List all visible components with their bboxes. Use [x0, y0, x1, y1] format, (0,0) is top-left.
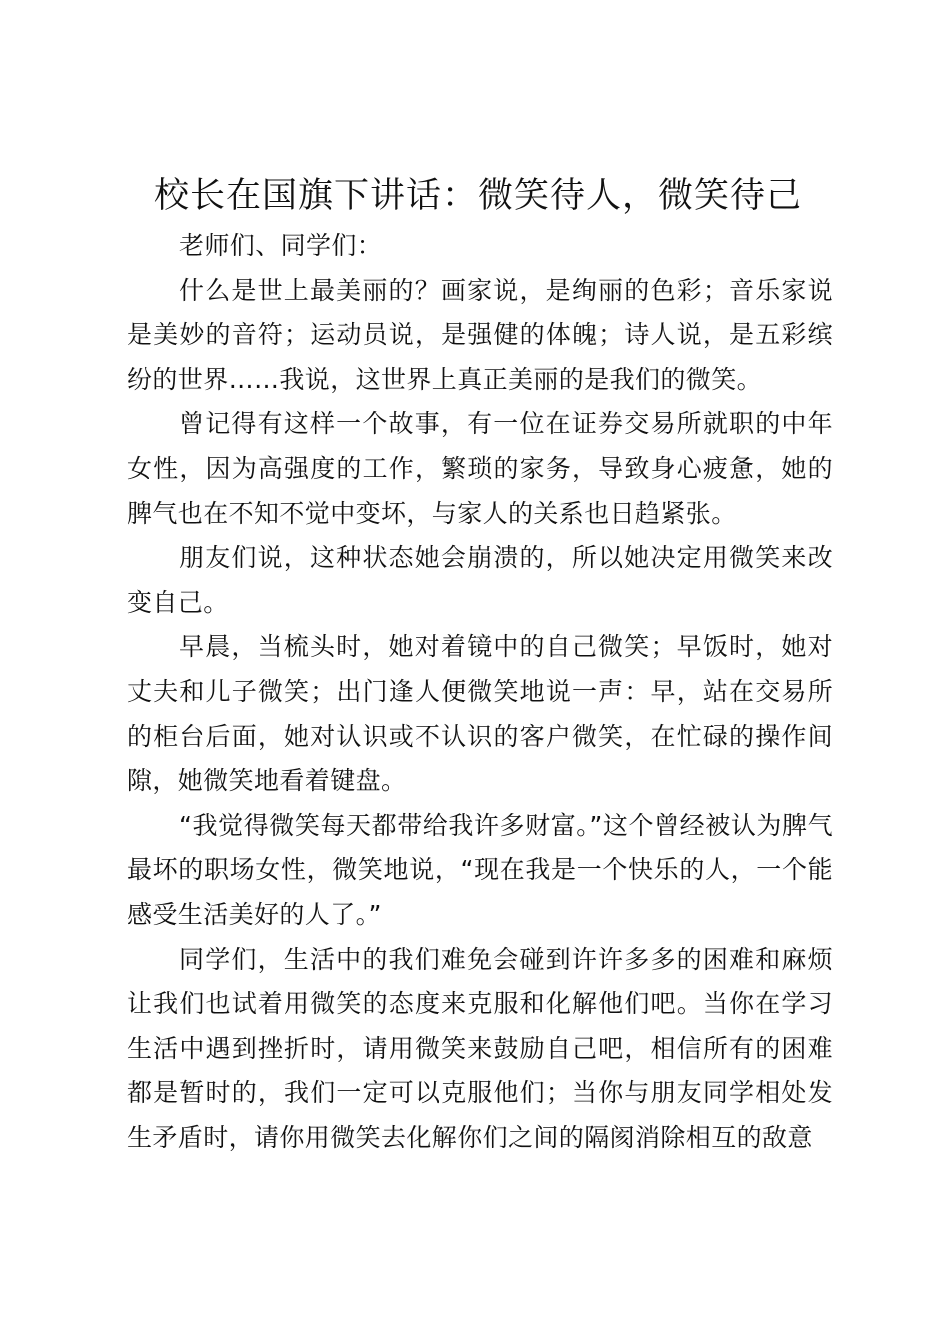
document-title: 校长在国旗下讲话：微笑待人，微笑待己 — [153, 176, 802, 216]
paragraph: 同学们，生活中的我们难免会碰到许许多多的困难和麻烦让我们也试着用微笑的态度来克服和化解他们吧。当你在学习生活中遇到挫折时，请用微笑来鼓励自己吧，相信所有的困难都是暂时的，我们一定可以克服他们；当你与朋友同学相处发生矛盾时，请你用微笑去化解你们之间的隔阂消除相互的敌意 — [127, 944, 833, 1152]
paragraph-greeting: 老师们、同学们： — [179, 231, 383, 260]
paragraph: 什么是世上最美丽的？画家说，是绚丽的色彩；音乐家说是美妙的音符；运动员说，是强健的体魄；诗人说，是五彩缤纷的世界……我说，这世界上真正美丽的是我们的微笑。 — [127, 275, 833, 394]
document-body — [127, 224, 833, 1160]
paragraph-quote: “我觉得微笑每天都带给我许多财富。”这个曾经被认为脾气最坏的职场女性，微笑地说，“现在我是一个快乐的人，一个能感受生活美好的人了。” — [127, 810, 833, 929]
paragraph: 朋友们说，这种状态她会崩溃的，所以她决定用微笑来改变自己。 — [127, 543, 833, 617]
paragraph: 曾记得有这样一个故事，有一位在证券交易所就职的中年女性，因为高强度的工作，繁琐的家务，导致身心疲惫，她的脾气也在不知不觉中变坏，与家人的关系也日趋紧张。 — [127, 409, 833, 528]
paragraph: 早晨，当梳头时，她对着镜中的自己微笑；早饭时，她对丈夫和儿子微笑；出门逢人便微笑地说一声：早，站在交易所的柜台后面，她对认识或不认识的客户微笑，在忙碌的操作间隙，她微笑地看着键盘。 — [127, 632, 833, 796]
